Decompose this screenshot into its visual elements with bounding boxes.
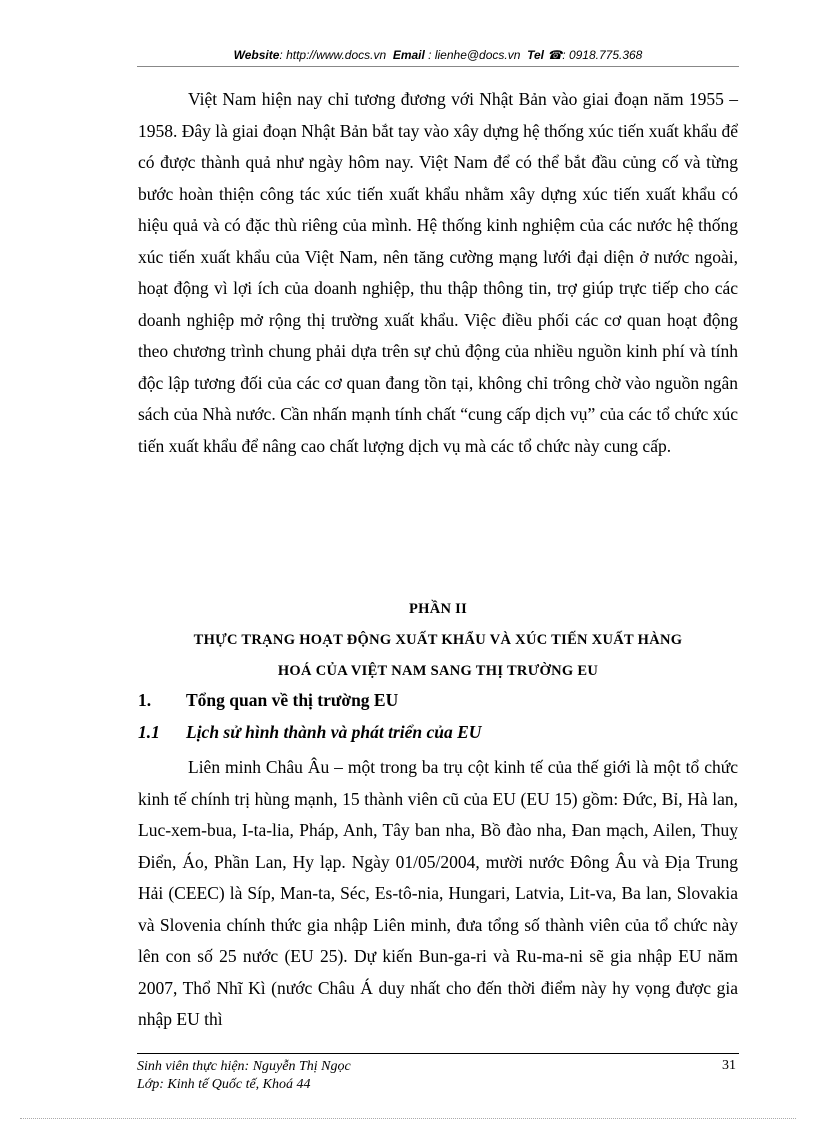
footer-divider [137, 1053, 739, 1054]
subsection-number: 1.1 [138, 722, 160, 742]
footer-student: Sinh viên thực hiện: Nguyễn Thị Ngọc [137, 1059, 351, 1074]
page-footer [137, 1058, 739, 1094]
section-number: 1. [138, 690, 152, 710]
eu-history-block [138, 752, 738, 1036]
tel-value: : 0918.775.368 [562, 48, 643, 62]
footer-class: Lớp: Kinh tế Quốc tế, Khoá 44 [137, 1077, 311, 1092]
part-heading [138, 594, 738, 687]
part-title-line-2: HOÁ CỦA VIỆT NAM SANG THỊ TRƯỜNG EU [277, 663, 599, 679]
email-value: : lienhe@docs.vn [428, 48, 521, 62]
part-label: PHẦN II [408, 601, 468, 617]
subsection-title: Lịch sử hình thành và phát triển của EU [186, 722, 482, 742]
page-edge-divider [20, 1118, 796, 1119]
page-number: 31 [722, 1058, 736, 1073]
website-value: : http://www.docs.vn [279, 48, 387, 62]
intro-block [138, 84, 738, 462]
header-divider [137, 66, 739, 67]
section-heading-1 [138, 690, 738, 711]
tel-label: Tel [527, 48, 544, 62]
paragraph-1: Việt Nam hiện nay chỉ tương đương với Nhật Bản vào giai đoạn năm 1955 – 1958. Đây là giai đoạn Nhật Bản bắt tay vào xây dựng hệ thống xúc tiến xuất khẩu để có được thành quả như ngày hôm nay. Việt Nam để có thể bắt đầu củng cố và từng bước hoàn thiện công tác xúc tiến xuất khẩu nhằm xây dựng xúc tiến xuất khẩu có hiệu quả và có đặc thù riêng của mình. Hệ thống kinh nghiệm của các nước hệ thống xúc tiến xuất khẩu của Việt Nam, nên tăng cường mạng lưới đại diện ở nước ngoài, hoạt động vì lợi ích của doanh nghiệp, thu thập thông tin, trợ giúp trực tiếp cho các doanh nghiệp mở rộng thị trường xuất khẩu. Việc điều phối các cơ quan hoạt động theo chương trình chung phải dựa trên sự chủ động của nhiều nguồn kinh phí và tính độc lập tương đối của các cơ quan đang tồn tại, không chỉ trông chờ vào nguồn ngân sách của Nhà nước. Cần nhấn mạnh tính chất “cung cấp dịch vụ” của các tổ chức xúc tiến xuất khẩu để nâng cao chất lượng dịch vụ mà các tổ chức này cung cấp. [138, 89, 738, 456]
email-label: Email [392, 48, 425, 62]
part-title-line-1: THỰC TRẠNG HOẠT ĐỘNG XUẤT KHẨU VÀ XÚC TIẾN XUẤT HÀNG [193, 632, 683, 648]
section-heading-1-1 [138, 722, 738, 743]
paragraph-2: Liên minh Châu Âu – một trong ba trụ cột kinh tế của thế giới là một tổ chức kinh tế chính trị hùng mạnh, 15 thành viên cũ của EU (EU 15) gồm: Đức, Bỉ, Hà lan, Luc-xem-bua, I-ta-lia, Pháp, Anh, Tây ban nha, Bồ đào nha, Đan mạch, Ailen, Thuỵ Điển, Áo, Phần Lan, Hy lạp. Ngày 01/05/2004, mười nước Đông Âu và Địa Trung Hải (CEEC) là Síp, Man-ta, Séc, Es-tô-nia, Hungari, Latvia, Lit-va, Ba lan, Slovakia và Slovenia chính thức gia nhập Liên minh, đưa tổng số thành viên của tổ chức này lên con số 25 nước (EU 25). Dự kiến Bun-ga-ri và Ru-ma-ni sẽ gia nhập EU năm 2007, Thổ Nhĩ Kì (nước Châu Á duy nhất cho đến thời điểm này hy vọng được gia nhập EU thì [138, 757, 738, 1029]
section-title: Tổng quan về thị trường EU [186, 690, 399, 710]
page-header [137, 48, 739, 62]
phone-icon: ☎ [547, 48, 563, 62]
website-label: Website [233, 48, 280, 62]
